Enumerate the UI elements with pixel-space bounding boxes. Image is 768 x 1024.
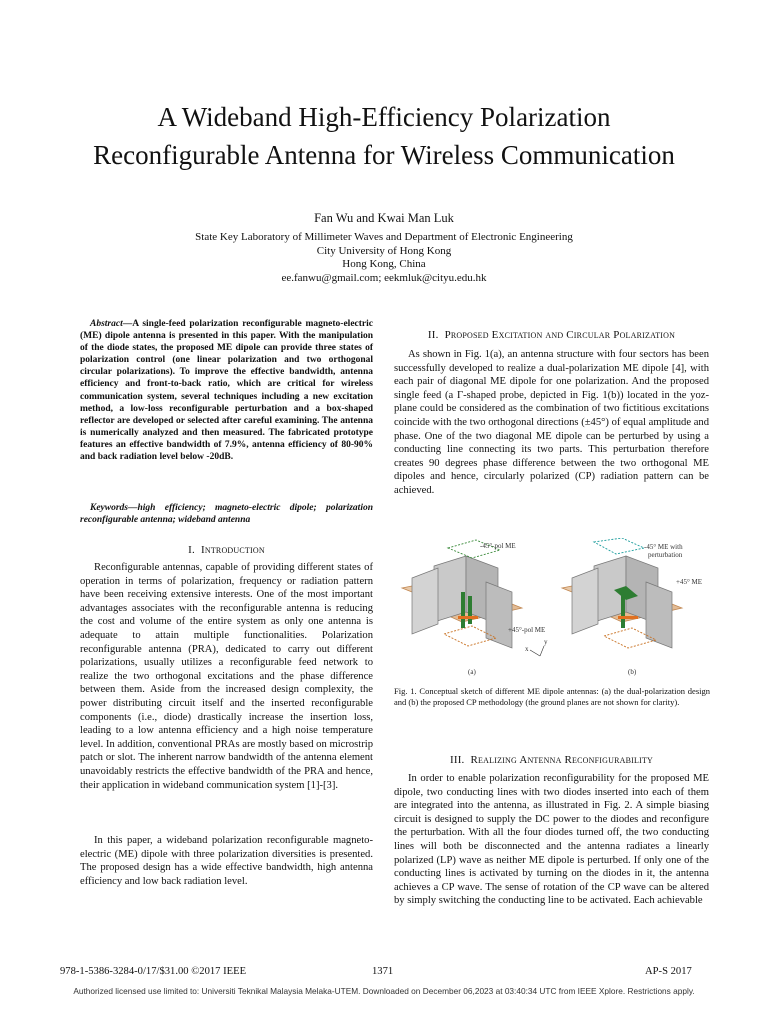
figure-1b-label-top-1: -45° ME with (644, 543, 683, 551)
section-title: Introduction (200, 544, 265, 556)
section-number: II. (427, 329, 439, 341)
affiliation-line-1: State Key Laboratory of Millimeter Waves and Department of Electronic Engineering (195, 231, 573, 243)
figure-1a-label-bottom: +45°-pol ME (508, 626, 546, 634)
excitation-paragraph-1 (394, 348, 709, 498)
license-notice: Authorized licensed use limited to: Universiti Teknikal Malaysia Melaka-UTEM. Downloaded on December 06,2023 at 03:40:34 UTC from IEEE Xplore. Restrictions apply. (73, 986, 695, 996)
section-heading-introduction (80, 544, 373, 556)
figure-1a-label-top: -45°-pol ME (480, 542, 516, 550)
figure-1b-label-top-2: perturbation (648, 551, 683, 559)
authors: Fan Wu and Kwai Man Luk (314, 211, 454, 225)
intro-paragraph-1 (80, 561, 373, 792)
figure-1-antenna-sketch (394, 538, 710, 682)
figure-1b-sublabel: (b) (628, 668, 637, 676)
section-number: I. (188, 544, 195, 556)
page-number: 1371 (372, 966, 394, 977)
section-title: Proposed Excitation and Circular Polarization (444, 329, 676, 341)
figure-1b-sketch (562, 538, 702, 676)
abstract (80, 318, 373, 463)
affiliation (40, 231, 728, 285)
keywords-label: Keywords (90, 503, 128, 513)
figure-1-caption: Fig. 1. Conceptual sketch of different ME dipole antennas: (a) the dual-polarization design and (b) the proposed CP methodology (the ground planes are not shown for clarity). (394, 686, 710, 707)
affiliation-emails: ee.fanwu@gmail.com; eekmluk@cityu.edu.hk (281, 271, 487, 284)
paragraph-text: In this paper, a wideband polarization reconfigurable magneto-electric (ME) dipole with three polarization diversities is presented. The proposed design has a wide effective bandwidth, high antenna efficiency and low back radiation level. (80, 835, 373, 887)
footer-isbn: 978-1-5386-3284-0/17/$31.00 ©2017 IEEE (60, 966, 247, 977)
paper-title (40, 98, 728, 174)
figure-axis-y: y (544, 638, 548, 646)
abstract-label: Abstract (90, 319, 123, 329)
figure-axis-x: x (525, 645, 529, 653)
affiliation-line-2: City University of Hong Kong (316, 244, 452, 257)
paragraph-text: In order to enable polarization reconfigurability for the proposed ME dipole, two conducting lines with two diodes inserted into each of them are integrated into the antenna, as illustrated in Fig. 2. A simple biasing circuit is designed to supply the DC power to the diodes and reconfigure the perturbation. With all the four diodes turned off, the two conducting lines will both be disconnected and the antenna radiates a linearly polarized (LP) wave as neither ME dipole is perturbed. If only one of the conducting lines is activated by turning on the diodes in it, the antenna achieves a CP wave. The sense of rotation of the CP wave can be altered by simply switching the conducting line to be activated. Each achievable (394, 773, 709, 907)
figure-1b-label-right: +45° ME (676, 578, 702, 586)
title-line-1: A Wideband High-Efficiency Polarization (157, 102, 611, 132)
title-line-2: Reconfigurable Antenna for Wireless Communication (93, 140, 675, 170)
paragraph-text: As shown in Fig. 1(a), an antenna structure with four sectors has been successfully developed to realize a dual-polarization ME dipole [4], with each pair of diagonal ME dipole for one polarization. And the proposed single feed (a Γ-shaped probe, depicted in Fig. 1(b)) located in the yoz-plane could be considered as the combination of two fictitious excitations coincide with the two orthogonal directions (±45°) of equal amplitude and phase. One of the two diagonal ME dipole can be perturbed by using a conducting line connecting its two parts. This perturbation therefore creates 90 degrees phase difference between the two orthogonal ME dipoles and hence, circularly polarized (CP) radiation pattern can be achieved. (394, 349, 709, 496)
figure-1a-sketch (402, 540, 548, 676)
abstract-text: —A single-feed polarization reconfigurable magneto-electric (ME) dipole antenna is presented in this paper. With the manipulation of the diode states, the proposed ME dipole can provide three states of polarization control (one linear polarization and two orthogonal circular polarizations). To improve the effective bandwidth, antenna efficiency and front-to-back ratio, which are critical for wireless communication system, several techniques including a new excitation method, a low-loss reconfigurable perturbation and a box-shaped reflector are developed or selected after careful examining. The antenna is numerically analyzed and then measured. The fabricated prototype features an effective bandwidth of 7.9%, antenna efficiency of 80-90% and back radiation level below -20dB. (80, 319, 373, 463)
keywords (80, 502, 373, 526)
keywords-text: —high efficiency; magneto-electric dipole; polarization reconfigurable antenna; wideband antenna (80, 503, 373, 526)
paragraph-text: Reconfigurable antennas, capable of providing different states of operation in terms of polarization, frequency or radiation pattern have been receiving extensive interests. One of the most important advantages associates with the reconfigurable antenna is reducing the cost and volume of the entire system as only one antenna is adequate to attain multiple functionalities. Polarization reconfigurable antenna (PRA), dedicated to carry out different polarizations, usually utilizes a reconfigurable feed network to realize the two orthogonal excitations and the phase difference between them. Aside from the increased design complexity, the power distributing circuit itself and the inserted reconfigurable components (i.e., diode) drastically increase the insertion loss, leading to a low antenna efficiency and a high noise temperature level. In addition, conventional PRAs are mostly based on microstrip patch or slot. The inherent narrow bandwidth of the antenna element unavoidably restricts the effective bandwidth of the PRA and hence, their application in wideband communication system [1]-[3]. (80, 562, 373, 791)
section-heading-excitation (394, 329, 709, 341)
affiliation-line-3: Hong Kong, China (342, 258, 426, 271)
reconfigurability-paragraph-1 (394, 772, 709, 908)
intro-paragraph-2 (80, 834, 373, 888)
section-title: Realizing Antenna Reconfigurability (470, 754, 654, 766)
figure-1a-sublabel: (a) (468, 668, 476, 676)
section-heading-reconfigurability (394, 754, 709, 766)
section-number: III. (449, 754, 465, 766)
footer-conference: AP-S 2017 (645, 966, 692, 977)
